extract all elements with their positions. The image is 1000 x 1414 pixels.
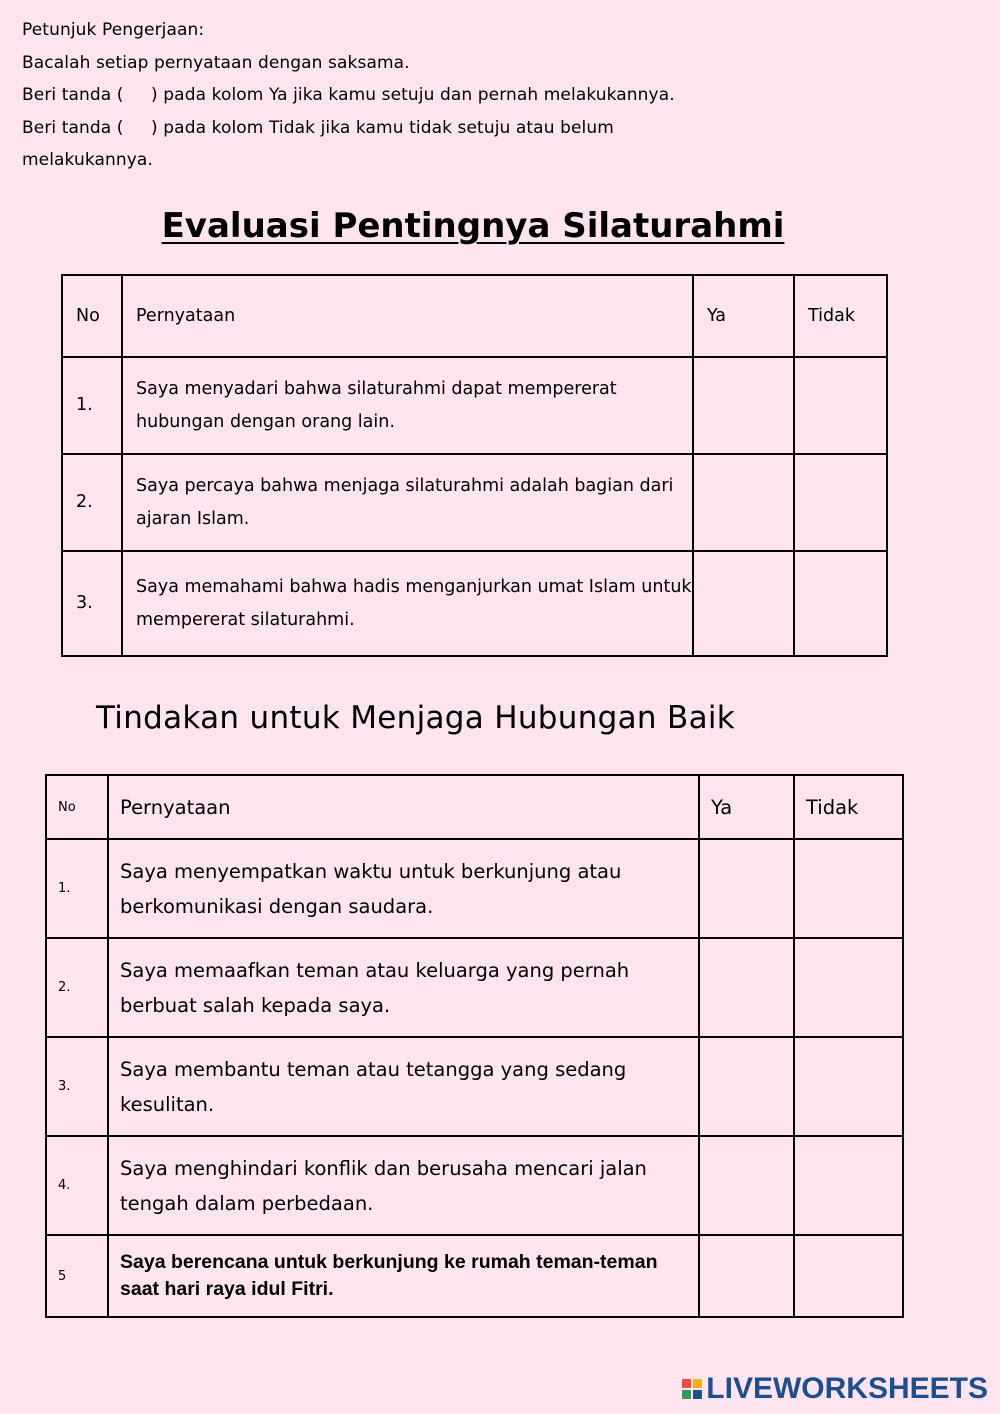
table-row	[46, 839, 903, 938]
logo-square	[682, 1390, 691, 1399]
yes-checkbox-cell[interactable]	[699, 938, 794, 1037]
no-checkbox-cell[interactable]	[794, 1235, 903, 1317]
instruction-line: Beri tanda ( ) pada kolom Ya jika kamu setuju dan pernah melakukannya.	[22, 85, 675, 105]
logo-square	[693, 1390, 702, 1399]
row-statement: Saya percaya bahwa menjaga silaturahmi adalah bagian dari ajaran Islam.	[122, 454, 693, 551]
no-checkbox-cell[interactable]	[794, 1037, 903, 1136]
yes-checkbox-cell[interactable]	[693, 454, 794, 551]
header-yes: Ya	[693, 275, 794, 357]
yes-checkbox-cell[interactable]	[699, 1037, 794, 1136]
table-row	[62, 454, 887, 551]
yes-checkbox-cell[interactable]	[699, 1136, 794, 1235]
row-statement: Saya membantu teman atau tetangga yang sedang kesulitan.	[108, 1037, 699, 1136]
table-row	[46, 1235, 903, 1317]
row-statement: Saya memaafkan teman atau keluarga yang pernah berbuat salah kepada saya.	[108, 938, 699, 1037]
yes-checkbox-cell[interactable]	[699, 1235, 794, 1317]
table-header-row	[46, 775, 903, 839]
section2-title: Tindakan untuk Menjaga Hubungan Baik	[96, 700, 736, 736]
table-row	[46, 1037, 903, 1136]
header-no-col: Tidak	[794, 775, 903, 839]
logo-grid-icon	[682, 1379, 702, 1399]
row-number: 4.	[46, 1136, 108, 1235]
header-statement: Pernyataan	[122, 275, 693, 357]
no-checkbox-cell[interactable]	[794, 357, 887, 454]
table-header-row	[62, 275, 887, 357]
yes-checkbox-cell[interactable]	[693, 357, 794, 454]
table-row	[62, 357, 887, 454]
no-checkbox-cell[interactable]	[794, 1136, 903, 1235]
yes-checkbox-cell[interactable]	[699, 839, 794, 938]
instruction-line: melakukannya.	[22, 150, 153, 170]
row-statement: Saya menghindari konflik dan berusaha mencari jalan tengah dalam perbedaan.	[108, 1136, 699, 1235]
no-checkbox-cell[interactable]	[794, 938, 903, 1037]
instructions	[22, 14, 782, 177]
header-yes: Ya	[699, 775, 794, 839]
header-statement: Pernyataan	[108, 775, 699, 839]
row-number: 5	[46, 1235, 108, 1317]
yes-checkbox-cell[interactable]	[693, 551, 794, 656]
liveworksheets-logo[interactable]	[682, 1372, 988, 1406]
row-statement: Saya memahami bahwa hadis menganjurkan umat Islam untuk mempererat silaturahmi.	[122, 551, 693, 656]
logo-square	[693, 1379, 702, 1388]
row-number: 3.	[46, 1037, 108, 1136]
evaluation-table	[61, 274, 888, 657]
header-no: No	[46, 775, 108, 839]
row-number: 1.	[62, 357, 122, 454]
instruction-line: Beri tanda ( ) pada kolom Tidak jika kamu tidak setuju atau belum	[22, 117, 614, 138]
table-row	[62, 551, 887, 656]
row-number: 3.	[62, 551, 122, 656]
row-number: 2.	[62, 454, 122, 551]
actions-table	[45, 774, 904, 1318]
row-statement: Saya menyempatkan waktu untuk berkunjung atau berkomunikasi dengan saudara.	[108, 839, 699, 938]
header-no: No	[62, 275, 122, 357]
table-row	[46, 1136, 903, 1235]
logo-square	[682, 1379, 691, 1388]
table-row	[46, 938, 903, 1037]
instruction-line: Bacalah setiap pernyataan dengan saksama.	[22, 52, 410, 73]
no-checkbox-cell[interactable]	[794, 454, 887, 551]
row-statement: Saya berencana untuk berkunjung ke rumah teman-teman saat hari raya idul Fitri.	[108, 1235, 699, 1317]
row-number: 2.	[46, 938, 108, 1037]
row-statement: Saya menyadari bahwa silaturahmi dapat mempererat hubungan dengan orang lain.	[122, 357, 693, 454]
row-number: 1.	[46, 839, 108, 938]
header-no-col: Tidak	[794, 275, 887, 357]
logo-text: LIVEWORKSHEETS	[706, 1372, 988, 1405]
section1-title: Evaluasi Pentingnya Silaturahmi	[161, 206, 785, 246]
no-checkbox-cell[interactable]	[794, 551, 887, 656]
no-checkbox-cell[interactable]	[794, 839, 903, 938]
instructions-heading: Petunjuk Pengerjaan:	[22, 20, 205, 40]
